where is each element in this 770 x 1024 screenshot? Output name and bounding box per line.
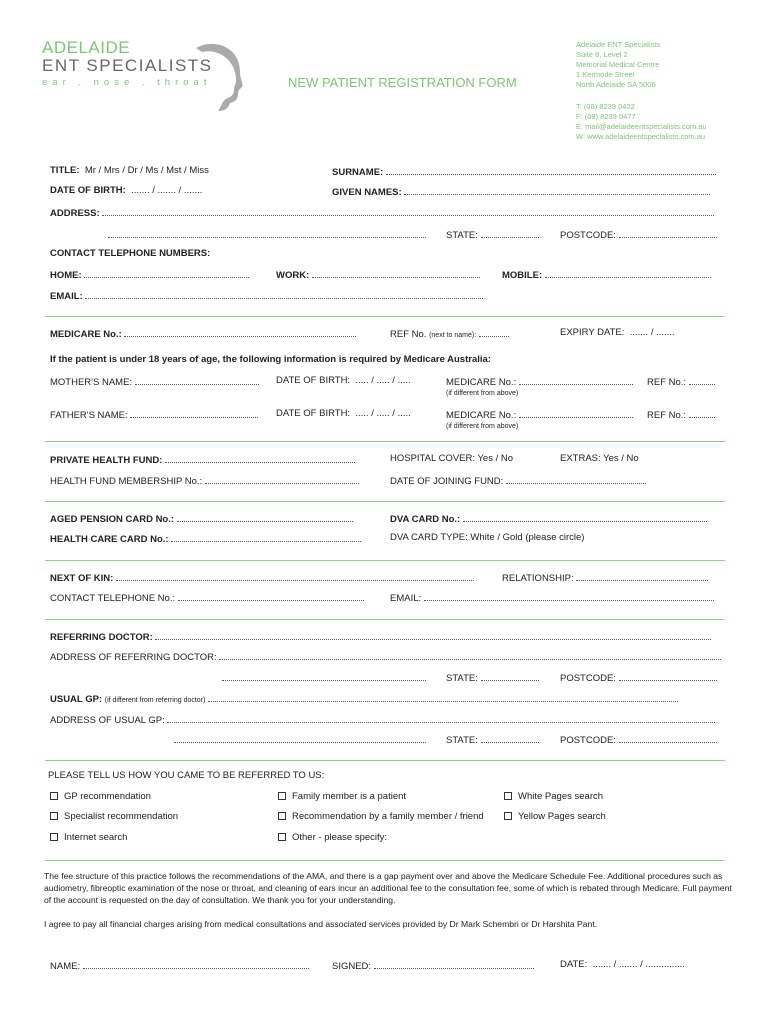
- section-divider: [45, 501, 725, 502]
- ref-no-field[interactable]: REF No. (next to name):: [390, 327, 509, 340]
- email-field[interactable]: EMAIL:: [50, 289, 483, 302]
- address-line2[interactable]: [108, 228, 426, 241]
- payment-agreement-text: I agree to pay all financial charges arising from medical consultations and associated services provided by Dr Mark Schembri or Dr Harshita Pant.: [44, 919, 598, 929]
- private-fund-field[interactable]: PRIVATE HEALTH FUND:: [50, 453, 355, 466]
- usual-gp-field[interactable]: USUAL GP: (if different from referring doctor): [50, 692, 678, 705]
- dva-card-field[interactable]: DVA CARD No.:: [390, 512, 707, 525]
- aged-pension-field[interactable]: AGED PENSION CARD No.:: [50, 512, 353, 525]
- referring-address-line2[interactable]: [222, 671, 426, 684]
- father-dob-field[interactable]: DATE OF BIRTH: ..... / ..... / .....: [276, 408, 411, 419]
- signoff-signed-field[interactable]: SIGNED:: [332, 959, 534, 972]
- next-of-kin-field[interactable]: NEXT OF KIN:: [50, 571, 474, 584]
- logo-line1: ADELAIDE: [42, 38, 131, 57]
- postcode-field[interactable]: POSTCODE:: [560, 228, 717, 241]
- logo-line2: ENT SPECIALISTS: [42, 56, 213, 75]
- referral-option-white-pages[interactable]: White Pages search: [504, 791, 603, 802]
- referral-option-family-patient[interactable]: Family member is a patient: [278, 791, 406, 802]
- referring-postcode-field[interactable]: POSTCODE:: [560, 671, 717, 684]
- signoff-date-field[interactable]: DATE: ....... / ....... / ...............: [560, 959, 685, 970]
- referral-question: PLEASE TELL US HOW YOU CAME TO BE REFERRED TO US:: [48, 770, 325, 781]
- father-medicare-note: (if different from above): [446, 423, 519, 430]
- extras-field[interactable]: EXTRAS: Yes / No: [560, 453, 639, 464]
- referral-option-specialist[interactable]: Specialist recommendation: [50, 811, 178, 822]
- logo-line3: ear . nose . throat: [42, 77, 212, 88]
- father-ref-field[interactable]: REF No.:: [647, 408, 715, 421]
- home-phone-field[interactable]: HOME:: [50, 268, 249, 281]
- section-divider: [45, 316, 725, 317]
- fund-membership-field[interactable]: HEALTH FUND MEMBERSHIP No.:: [50, 474, 359, 487]
- referral-option-internet[interactable]: Internet search: [50, 832, 127, 843]
- fee-structure-text: The fee structure of this practice follows the recommendations of the AMA, and there is a gap payment over and above the Medicare Schedule Fee. Additional procedures such as audiometry, fibreoptic examination of the nose or throat, and cleaning of ears incur an additional fee to the consultation fee, some of which is rebated through Medicare. Full payment of the account is requested on the day of consultation. We thank you for your understanding.: [44, 871, 732, 905]
- section-divider: [45, 619, 725, 620]
- expiry-date-field[interactable]: EXPIRY DATE: ....... / .......: [560, 327, 675, 338]
- section-divider: [45, 760, 725, 761]
- mother-ref-field[interactable]: REF No.:: [647, 375, 715, 388]
- dob-field[interactable]: DATE OF BIRTH: ....... / ....... / .......: [50, 185, 203, 196]
- health-care-card-field[interactable]: HEALTH CARE CARD No.:: [50, 532, 361, 545]
- form-title: NEW PATIENT REGISTRATION FORM: [288, 75, 517, 90]
- gp-address-field[interactable]: ADDRESS OF USUAL GP:: [50, 713, 715, 726]
- relationship-field[interactable]: RELATIONSHIP:: [502, 571, 708, 584]
- joining-date-field[interactable]: DATE OF JOINING FUND:: [390, 474, 646, 487]
- gp-postcode-field[interactable]: POSTCODE:: [560, 733, 717, 746]
- practice-address: Adelaide ENT Specialists Suite 8, Level 2 Memorial Medical Centre 1 Kermode Street North Adelaide SA 5006: [576, 40, 661, 89]
- mother-medicare-note: (if different from above): [446, 390, 519, 397]
- father-name-field[interactable]: FATHER'S NAME:: [50, 408, 258, 421]
- gp-address-line2[interactable]: [174, 733, 426, 746]
- work-phone-field[interactable]: WORK:: [276, 268, 480, 281]
- title-field[interactable]: TITLE: Mr / Mrs / Dr / Ms / Mst / Miss: [50, 165, 209, 176]
- signoff-name-field[interactable]: NAME:: [50, 959, 309, 972]
- surname-field[interactable]: SURNAME:: [332, 165, 716, 178]
- referring-address-field[interactable]: ADDRESS OF REFERRING DOCTOR:: [50, 650, 721, 663]
- referral-option-family-friend[interactable]: Recommendation by a family member / friend: [278, 811, 484, 822]
- mobile-phone-field[interactable]: MOBILE:: [502, 268, 711, 281]
- mother-name-field[interactable]: MOTHER'S NAME:: [50, 375, 259, 388]
- mother-dob-field[interactable]: DATE OF BIRTH: ..... / ..... / .....: [276, 375, 411, 386]
- referral-option-other[interactable]: Other - please specify:: [278, 832, 387, 843]
- state-field[interactable]: STATE:: [446, 228, 539, 241]
- father-medicare-field[interactable]: MEDICARE No.:: [446, 408, 633, 421]
- under18-notice: If the patient is under 18 years of age, the following information is required by Medicare Australia:: [50, 354, 491, 365]
- given-names-field[interactable]: GIVEN NAMES:: [332, 185, 710, 198]
- medicare-field[interactable]: MEDICARE No.:: [50, 327, 356, 340]
- contact-numbers-heading: CONTACT TELEPHONE NUMBERS:: [50, 248, 211, 259]
- section-divider: [45, 860, 725, 861]
- dva-card-type-field[interactable]: DVA CARD TYPE: White / Gold (please circle): [390, 532, 585, 543]
- head-profile-icon: [188, 40, 248, 112]
- referring-doctor-field[interactable]: REFERRING DOCTOR:: [50, 630, 711, 643]
- referral-option-gp[interactable]: GP recommendation: [50, 791, 151, 802]
- gp-state-field[interactable]: STATE:: [446, 733, 539, 746]
- mother-medicare-field[interactable]: MEDICARE No.:: [446, 375, 633, 388]
- referring-state-field[interactable]: STATE:: [446, 671, 539, 684]
- hospital-cover-field[interactable]: HOSPITAL COVER: Yes / No: [390, 453, 514, 464]
- kin-email-field[interactable]: EMAIL:: [390, 591, 714, 604]
- practice-contact: T: (08) 8239 0422 F: (08) 8239 0477 E: mail@adelaideentspecialists.com.au W: www.adelaideentspecialists.com.au: [576, 102, 707, 141]
- kin-phone-field[interactable]: CONTACT TELEPHONE No.:: [50, 591, 364, 604]
- section-divider: [45, 560, 725, 561]
- referral-option-yellow-pages[interactable]: Yellow Pages search: [504, 811, 606, 822]
- address-field[interactable]: ADDRESS:: [50, 206, 714, 219]
- section-divider: [45, 441, 725, 442]
